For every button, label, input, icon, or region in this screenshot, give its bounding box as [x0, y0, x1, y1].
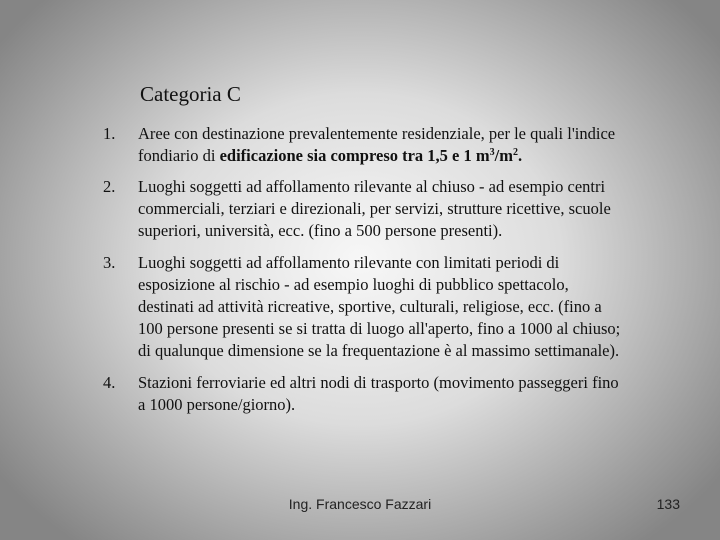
- bold-end: .: [517, 146, 523, 165]
- item-line-bold: [220, 146, 523, 165]
- item-line: commerciali, terziari e direzionali, per servizi, strutture ricettive, scuole: [138, 199, 611, 218]
- item-line: Luoghi soggetti ad affollamento rilevante al chiuso - ad esempio centri: [138, 177, 606, 196]
- item-line: superiori, università, ecc. (fino a 500 persone presenti).: [138, 221, 503, 240]
- item-line: Luoghi soggetti ad affollamento rilevante con limitati periodi di: [138, 253, 560, 272]
- item-number: 4.: [103, 373, 116, 392]
- item-line-normal: fondiario di: [138, 146, 220, 165]
- bold-unit: /m: [494, 146, 513, 165]
- item-number: 3.: [103, 253, 116, 272]
- item-line: 100 persone presenti se si tratta di luogo all'aperto, fino a 1000 al chiuso;: [138, 319, 621, 338]
- item-number: 2.: [103, 177, 116, 196]
- item-line: Aree con destinazione prevalentemente residenziale, per le quali l'indice: [138, 124, 616, 143]
- footer-author: Ing. Francesco Fazzari: [288, 496, 432, 512]
- slide-title: Categoria C: [140, 82, 241, 106]
- item-line: a 1000 persone/giorno).: [138, 395, 296, 414]
- item-number: 1.: [103, 124, 116, 143]
- item-line: Stazioni ferroviarie ed altri nodi di trasporto (movimento passeggeri fino: [138, 373, 619, 392]
- bold-text: edificazione sia compreso tra 1,5 e 1 m: [219, 146, 490, 165]
- superscript: 3: [489, 147, 495, 158]
- item-text: [138, 252, 678, 362]
- item-line: di qualunque dimensione se la frequentazione è al massimo settimanale).: [138, 341, 620, 360]
- page-number: 133: [656, 496, 680, 512]
- item-line: [138, 145, 678, 167]
- item-text: [138, 176, 678, 242]
- superscript: 2: [512, 147, 518, 158]
- item-text: [138, 123, 678, 167]
- item-line: esposizione al rischio - ad esempio luoghi di pubblico spettacolo,: [138, 275, 569, 294]
- item-line: destinati ad attività ricreative, sportive, culturali, religiose, ecc. (fino a: [138, 297, 602, 316]
- item-text: [138, 372, 678, 416]
